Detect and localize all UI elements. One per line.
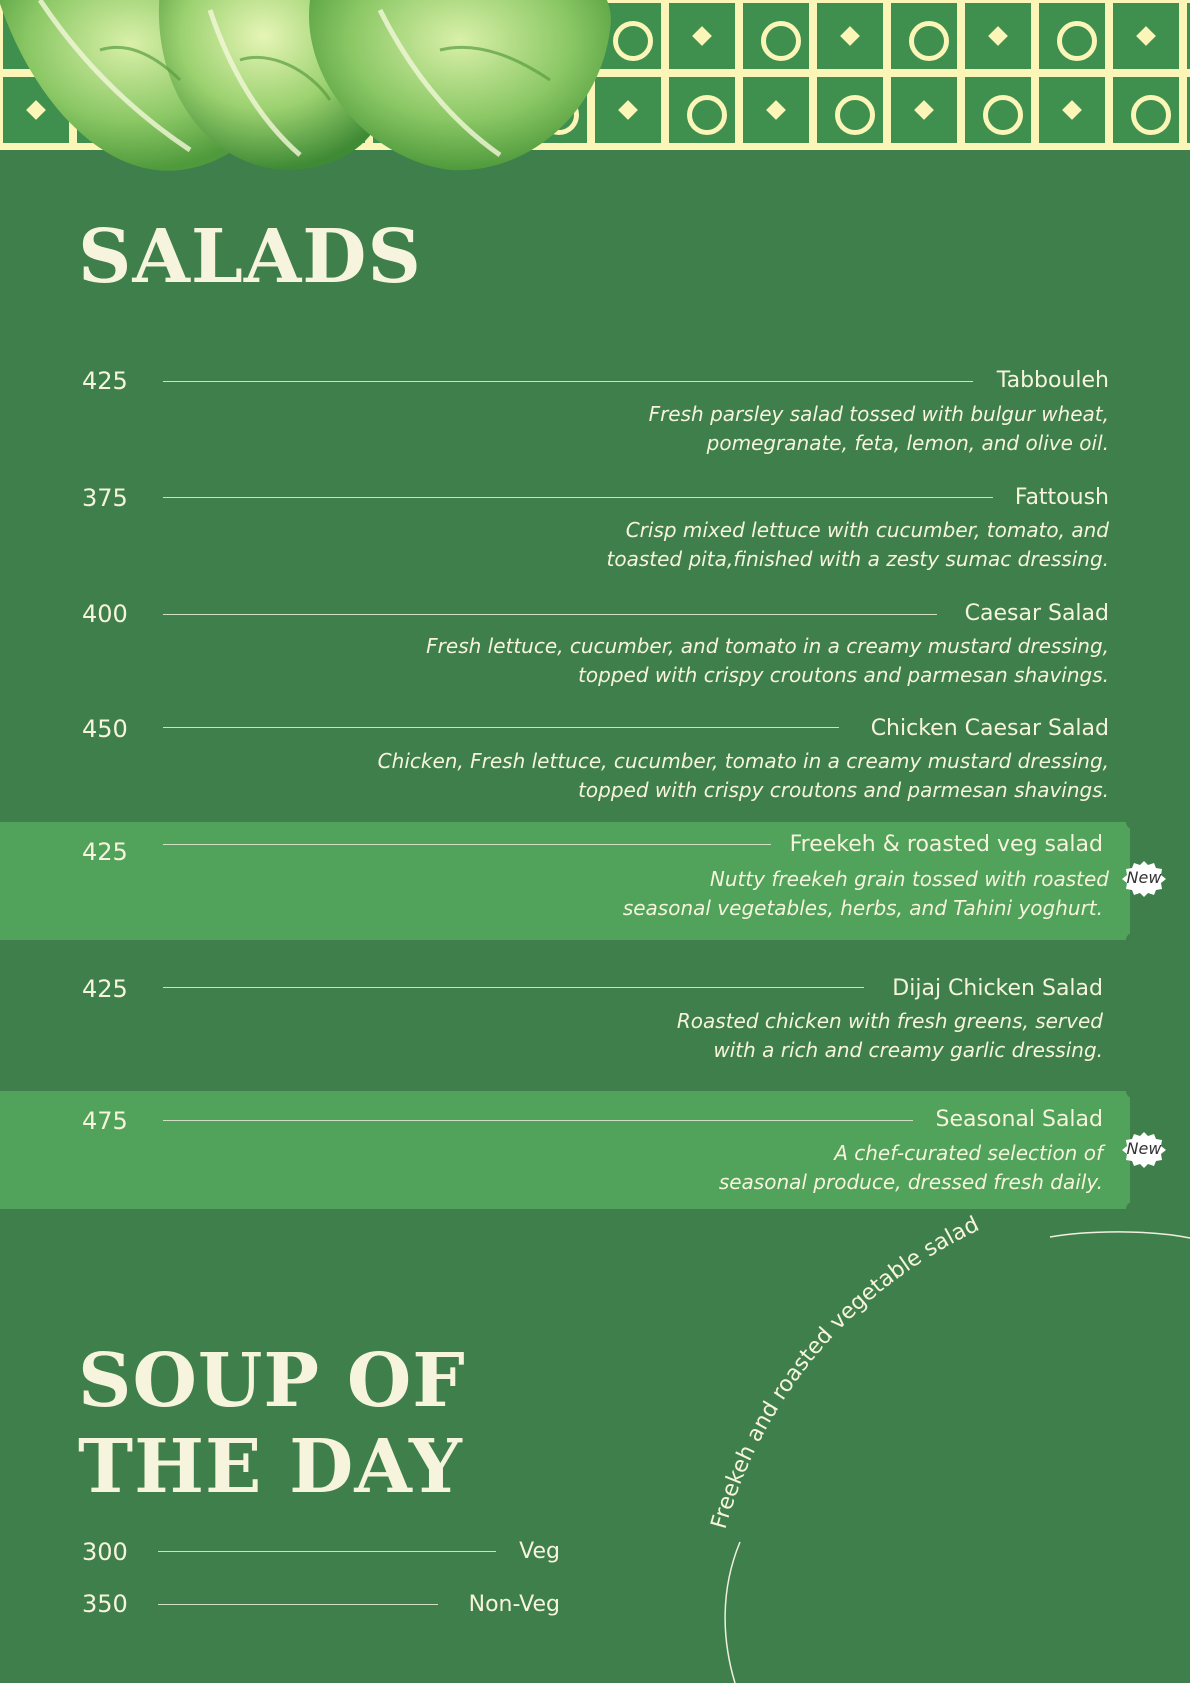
- pattern-tile: [814, 0, 886, 72]
- item-description: with a rich and creamy garlic dressing.: [713, 1038, 1103, 1062]
- tile-motif-icon: [840, 26, 860, 46]
- new-badge: New: [1121, 1130, 1167, 1170]
- tile-motif-icon: [1057, 21, 1097, 61]
- pattern-tile: [888, 74, 960, 146]
- item-price: 425: [82, 367, 128, 395]
- item-name: Tabbouleh: [996, 368, 1109, 393]
- leader-line: [163, 381, 973, 382]
- item-name: Chicken Caesar Salad: [870, 716, 1109, 741]
- pattern-tile: [740, 0, 812, 72]
- item-name: Fattoush: [1014, 485, 1109, 510]
- soup-title-line: THE DAY: [78, 1424, 463, 1510]
- pattern-tile: [1184, 0, 1190, 72]
- new-badge: New: [1121, 859, 1167, 899]
- lettuce-illustration: [0, 0, 630, 190]
- soup-title: [78, 1338, 466, 1510]
- item-description: Fresh lettuce, cucumber, and tomato in a creamy mustard dressing,: [426, 634, 1109, 658]
- item-name: Seasonal Salad: [935, 1107, 1103, 1132]
- item-description: Crisp mixed lettuce with cucumber, tomato, and: [625, 518, 1109, 542]
- tile-motif-icon: [761, 21, 801, 61]
- item-name: Non-Veg: [468, 1592, 560, 1617]
- arc-line: [1050, 1232, 1190, 1238]
- item-description: A chef-curated selection of: [834, 1141, 1103, 1165]
- item-name: Veg: [519, 1539, 560, 1564]
- feature-arc: [690, 1200, 1190, 1683]
- soup-title-line: SOUP OF: [78, 1338, 466, 1424]
- leader-line: [163, 1120, 913, 1121]
- item-description: Roasted chicken with fresh greens, served: [676, 1009, 1103, 1033]
- pattern-tile: [1184, 74, 1190, 146]
- item-description: toasted pita,finished with a zesty sumac dressing.: [606, 547, 1109, 571]
- item-description: Nutty freekeh grain tossed with roasted: [709, 867, 1109, 891]
- pattern-tile: [1036, 74, 1108, 146]
- tile-motif-icon: [988, 26, 1008, 46]
- item-description: seasonal produce, dressed fresh daily.: [718, 1170, 1103, 1194]
- tile-motif-icon: [835, 95, 875, 135]
- tile-motif-icon: [914, 100, 934, 120]
- item-price: 425: [82, 975, 128, 1003]
- item-price: 300: [82, 1538, 128, 1566]
- tile-motif-icon: [983, 95, 1023, 135]
- tile-motif-icon: [1136, 26, 1156, 46]
- pattern-tile: [814, 74, 886, 146]
- leader-line: [158, 1604, 438, 1605]
- leader-line: [163, 844, 771, 845]
- item-description: topped with crispy croutons and parmesan shavings.: [578, 778, 1109, 802]
- leader-line: [163, 727, 839, 728]
- leader-line: [158, 1551, 496, 1552]
- item-price: 450: [82, 715, 128, 743]
- pattern-tile: [1110, 0, 1182, 72]
- pattern-tile: [1110, 74, 1182, 146]
- leader-line: [163, 987, 864, 988]
- leader-line: [163, 614, 937, 615]
- item-name: Freekeh & roasted veg salad: [789, 832, 1103, 857]
- arc-line: [725, 1542, 740, 1683]
- feature-arc-text: Freekeh and roasted vegetable salad: [706, 1212, 984, 1532]
- tile-motif-icon: [766, 100, 786, 120]
- pattern-tile: [962, 0, 1034, 72]
- item-name: Caesar Salad: [964, 601, 1109, 626]
- item-description: seasonal vegetables, herbs, and Tahini yoghurt.: [622, 896, 1103, 920]
- item-description: topped with crispy croutons and parmesan shavings.: [578, 663, 1109, 687]
- tile-motif-icon: [692, 26, 712, 46]
- tile-motif-icon: [1131, 95, 1171, 135]
- pattern-tile: [666, 0, 738, 72]
- pattern-tile: [740, 74, 812, 146]
- item-price: 375: [82, 484, 128, 512]
- salads-title: SALADS: [78, 214, 422, 300]
- tile-motif-icon: [1062, 100, 1082, 120]
- leader-line: [163, 497, 993, 498]
- item-price: 350: [82, 1590, 128, 1618]
- item-price: 400: [82, 600, 128, 628]
- item-price: 425: [82, 838, 128, 866]
- tile-motif-icon: [909, 21, 949, 61]
- pattern-tile: [962, 74, 1034, 146]
- pattern-tile: [666, 74, 738, 146]
- pattern-tile: [1036, 0, 1108, 72]
- item-description: pomegranate, feta, lemon, and olive oil.: [706, 431, 1109, 455]
- tile-motif-icon: [687, 95, 727, 135]
- item-description: Chicken, Fresh lettuce, cucumber, tomato in a creamy mustard dressing,: [377, 749, 1109, 773]
- item-price: 475: [82, 1107, 128, 1135]
- item-name: Dijaj Chicken Salad: [892, 976, 1103, 1001]
- pattern-tile: [888, 0, 960, 72]
- item-description: Fresh parsley salad tossed with bulgur wheat,: [648, 402, 1109, 426]
